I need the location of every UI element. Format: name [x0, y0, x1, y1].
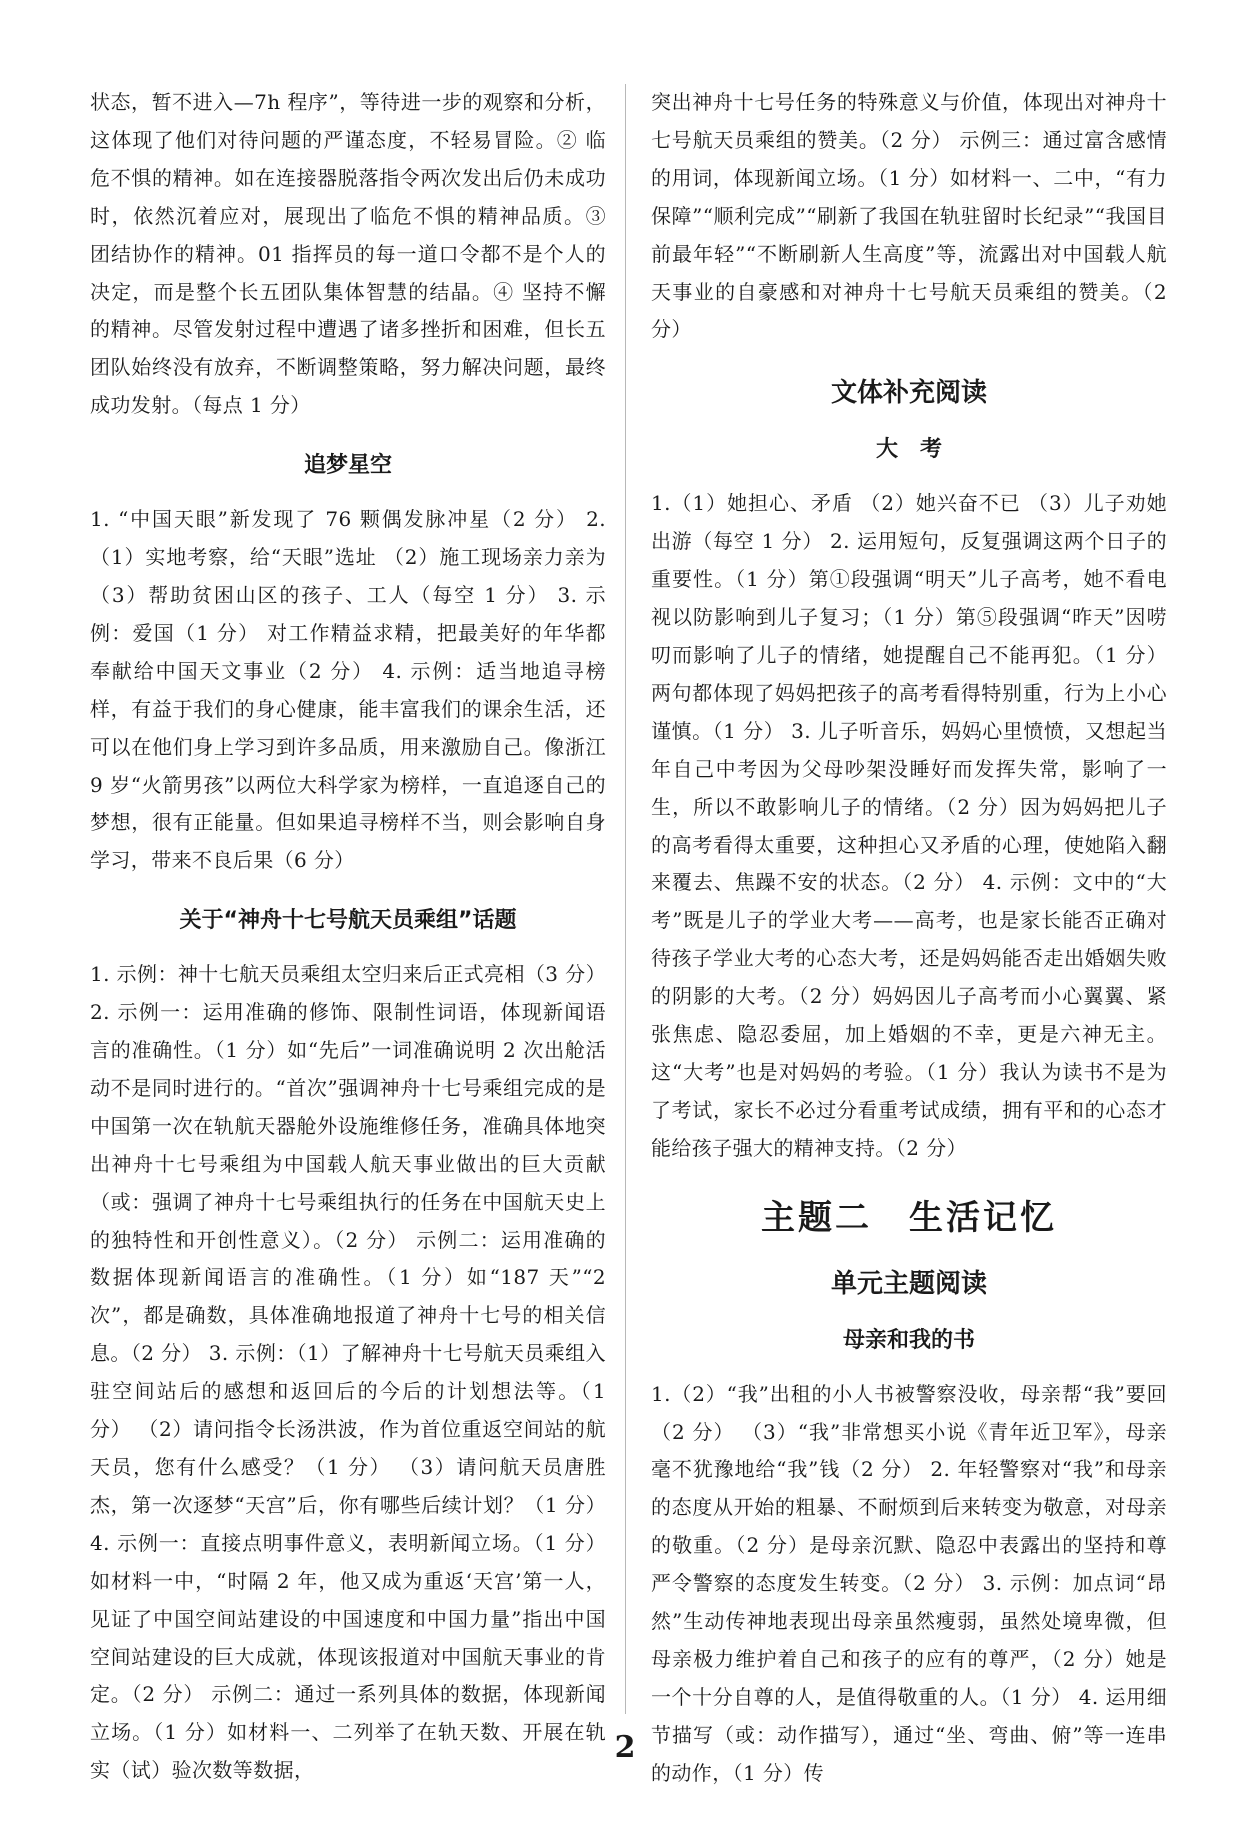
right-paragraph-2: 1.（1）她担心、矛盾 （2）她兴奋不已 （3）儿子劝她出游（每空 1 分） 2. 运用短句，反复强调这两个日子的重要性。（1 分）第①段强调“明天”儿子高考，她不看电视以防影响到儿子复习；（1 分）第⑤段强调“昨天”因唠叨而影响了儿子的情绪，她提醒自己不能再犯。（1 分）两句都体现了妈妈把孩子的高考看得特别重，行为上小心谨慎。（1 分） 3. 儿子听音乐，妈妈心里愤愤，又想起当年自己中考因为父母吵架没睡好而发挥失常，影响了一生，所以不敢影响儿子的情绪。（2 分）因为妈妈把儿子的高考看得太重要，这种担心又矛盾的心理，使她陷入翻来覆去、焦躁不安的状态。（2 分） 4. 示例：文中的“大考”既是儿子的学业大考——高考，也是家长能否正确对待孩子学业大考的心态大考，还是妈妈能否走出婚姻失败的阴影的大考。（2 分）妈妈因儿子高考而小心翼翼、紧张焦虑、隐忍委屈，加上婚姻的不幸，更是六神无主。这“大考”也是对妈妈的考验。（1 分）我认为读书不是为了考试，家长不必过分看重考试成绩，拥有平和的心态才能给孩子强大的精神支持。（2 分）: [651, 491, 1167, 1160]
section-title-zhuimeng: 追梦星空: [303, 453, 392, 479]
section-title-muqin: 母亲和我的书: [842, 1327, 975, 1353]
right-column: [651, 84, 1167, 1793]
section-title-wenti: 文体补充阅读: [830, 378, 987, 409]
right-paragraph-3: 1.（2）“我”出租的小人书被警察没收，母亲帮“我”要回（2 分） （3）“我”非常想买小说《青年近卫军》，母亲毫不犹豫地给“我”钱（2 分） 2. 年轻警察对“我”和母亲的态度从开始的粗暴、不耐烦到后来转变为敬意，对母亲的敬重。（2 分）是母亲沉默、隐忍中表露出的坚持和尊严令警察的态度发生转变。（2 分） 3. 示例：加点词“昂然”生动传神地表现出母亲虽然瘦弱，虽然处境卑微，但母亲极力维护着自己和孩子的应有的尊严，（2 分）她是一个十分自尊的人，是值得敬重的人。（1 分） 4. 运用细节描写（或：动作描写），通过“坐、弯曲、俯”等一连串的动作，（1 分）传: [651, 1381, 1167, 1785]
left-paragraph-2: 1. “中国天眼”新发现了 76 颗偶发脉冲星（2 分） 2.（1）实地考察，给“天眼”选址 （2）施工现场亲力亲为 （3）帮助贫困山区的孩子、工人（每空 1 分） 3. 示例：爱国（1 分） 对工作精益求精，把最美好的年华都奉献给中国天文事业（2 分） 4. 示例：适当地追寻榜样，有益于我们的身心健康，能丰富我们的课余生活，还可以在他们身上学习到许多品质，用来激励自己。像浙江 9 岁“火箭男孩”以两位大科学家为榜样，一直追逐自己的梦想，很有正能量。但如果追寻榜样不当，则会影响自身学习，带来不良后果（6 分）: [90, 507, 606, 873]
section-title-shenzhou: 关于“神舟十七号航天员乘组”话题: [179, 908, 517, 934]
column-divider: [625, 84, 626, 1714]
left-paragraph-1: 状态，暂不进入—7h 程序”，等待进一步的观察和分析，这体现了他们对待问题的严谨态度，不轻易冒险。② 临危不惧的精神。如在连接器脱落指令两次发出后仍未成功时，依然沉着应对，展现出了临危不惧的精神品质。③ 团结协作的精神。01 指挥员的每一道口令都不是个人的决定，而是整个长五团队集体智慧的结晶。④ 坚持不懈的精神。尽管发射过程中遭遇了诸多挫折和困难，但长五团队始终没有放弃，不断调整策略，努力解决问题，最终成功发射。（每点 1 分）: [90, 90, 606, 418]
section-title-dakao: 大 考: [875, 437, 942, 463]
left-paragraph-3: 1. 示例：神十七航天员乘组太空归来后正式亮相（3 分） 2. 示例一：运用准确的修饰、限制性词语，体现新闻语言的准确性。（1 分）如“先后”一词准确说明 2 次出舱活动不是同时进行的。“首次”强调神舟十七号乘组完成的是中国第一次在轨航天器舱外设施维修任务，准确具体地突出神舟十七号乘组为中国载人航天事业做出的巨大贡献（或：强调了神舟十七号乘组执行的任务在中国航天史上的独特性和开创性意义）。（2 分） 示例二：运用准确的数据体现新闻语言的准确性。（1 分）如“187 天”“2 次”，都是确数，具体准确地报道了神舟十七号的相关信息。（2 分） 3. 示例：（1）了解神舟十七号航天员乘组入驻空间站后的感想和返回后的今后的计划想法等。（1 分） （2）请问指令长汤洪波，作为首位重返空间站的航天员，您有什么感受？（1 分） （3）请问航天员唐胜杰，第一次逐梦“天宫”后，你有哪些后续计划？（1 分） 4. 示例一：直接点明事件意义，表明新闻立场。（1 分）如材料一中，“时隔 2 年，他又成为重返‘天宫’第一人，见证了中国空间站建设的中国速度和中国力量”指出中国空间站建设的巨大成就，体现该报道对中国航天事业的肯定。（2 分） 示例二：通过一系列具体的数据，体现新闻立场。（1 分）如材料一、二列举了在轨天数、开展在轨实（试）验次数等数据，: [90, 962, 606, 1783]
unit-reading-title: 单元主题阅读: [830, 1268, 987, 1299]
left-column: [90, 84, 606, 1790]
theme-title: 主题二 生活记忆: [761, 1197, 1057, 1238]
right-paragraph-1: 突出神舟十七号任务的特殊意义与价值，体现出对神舟十七号航天员乘组的赞美。（2 分） 示例三：通过富含感情的用词，体现新闻立场。（1 分）如材料一、二中，“有力保障”“顺利完成”“刷新了我国在轨驻留时长纪录”“我国目前最年轻”“不断刷新人生高度”等，流露出对中国载人航天事业的自豪感和对神舟十七号航天员乘组的赞美。（2 分）: [651, 90, 1167, 342]
page-number: 2: [614, 1730, 636, 1765]
